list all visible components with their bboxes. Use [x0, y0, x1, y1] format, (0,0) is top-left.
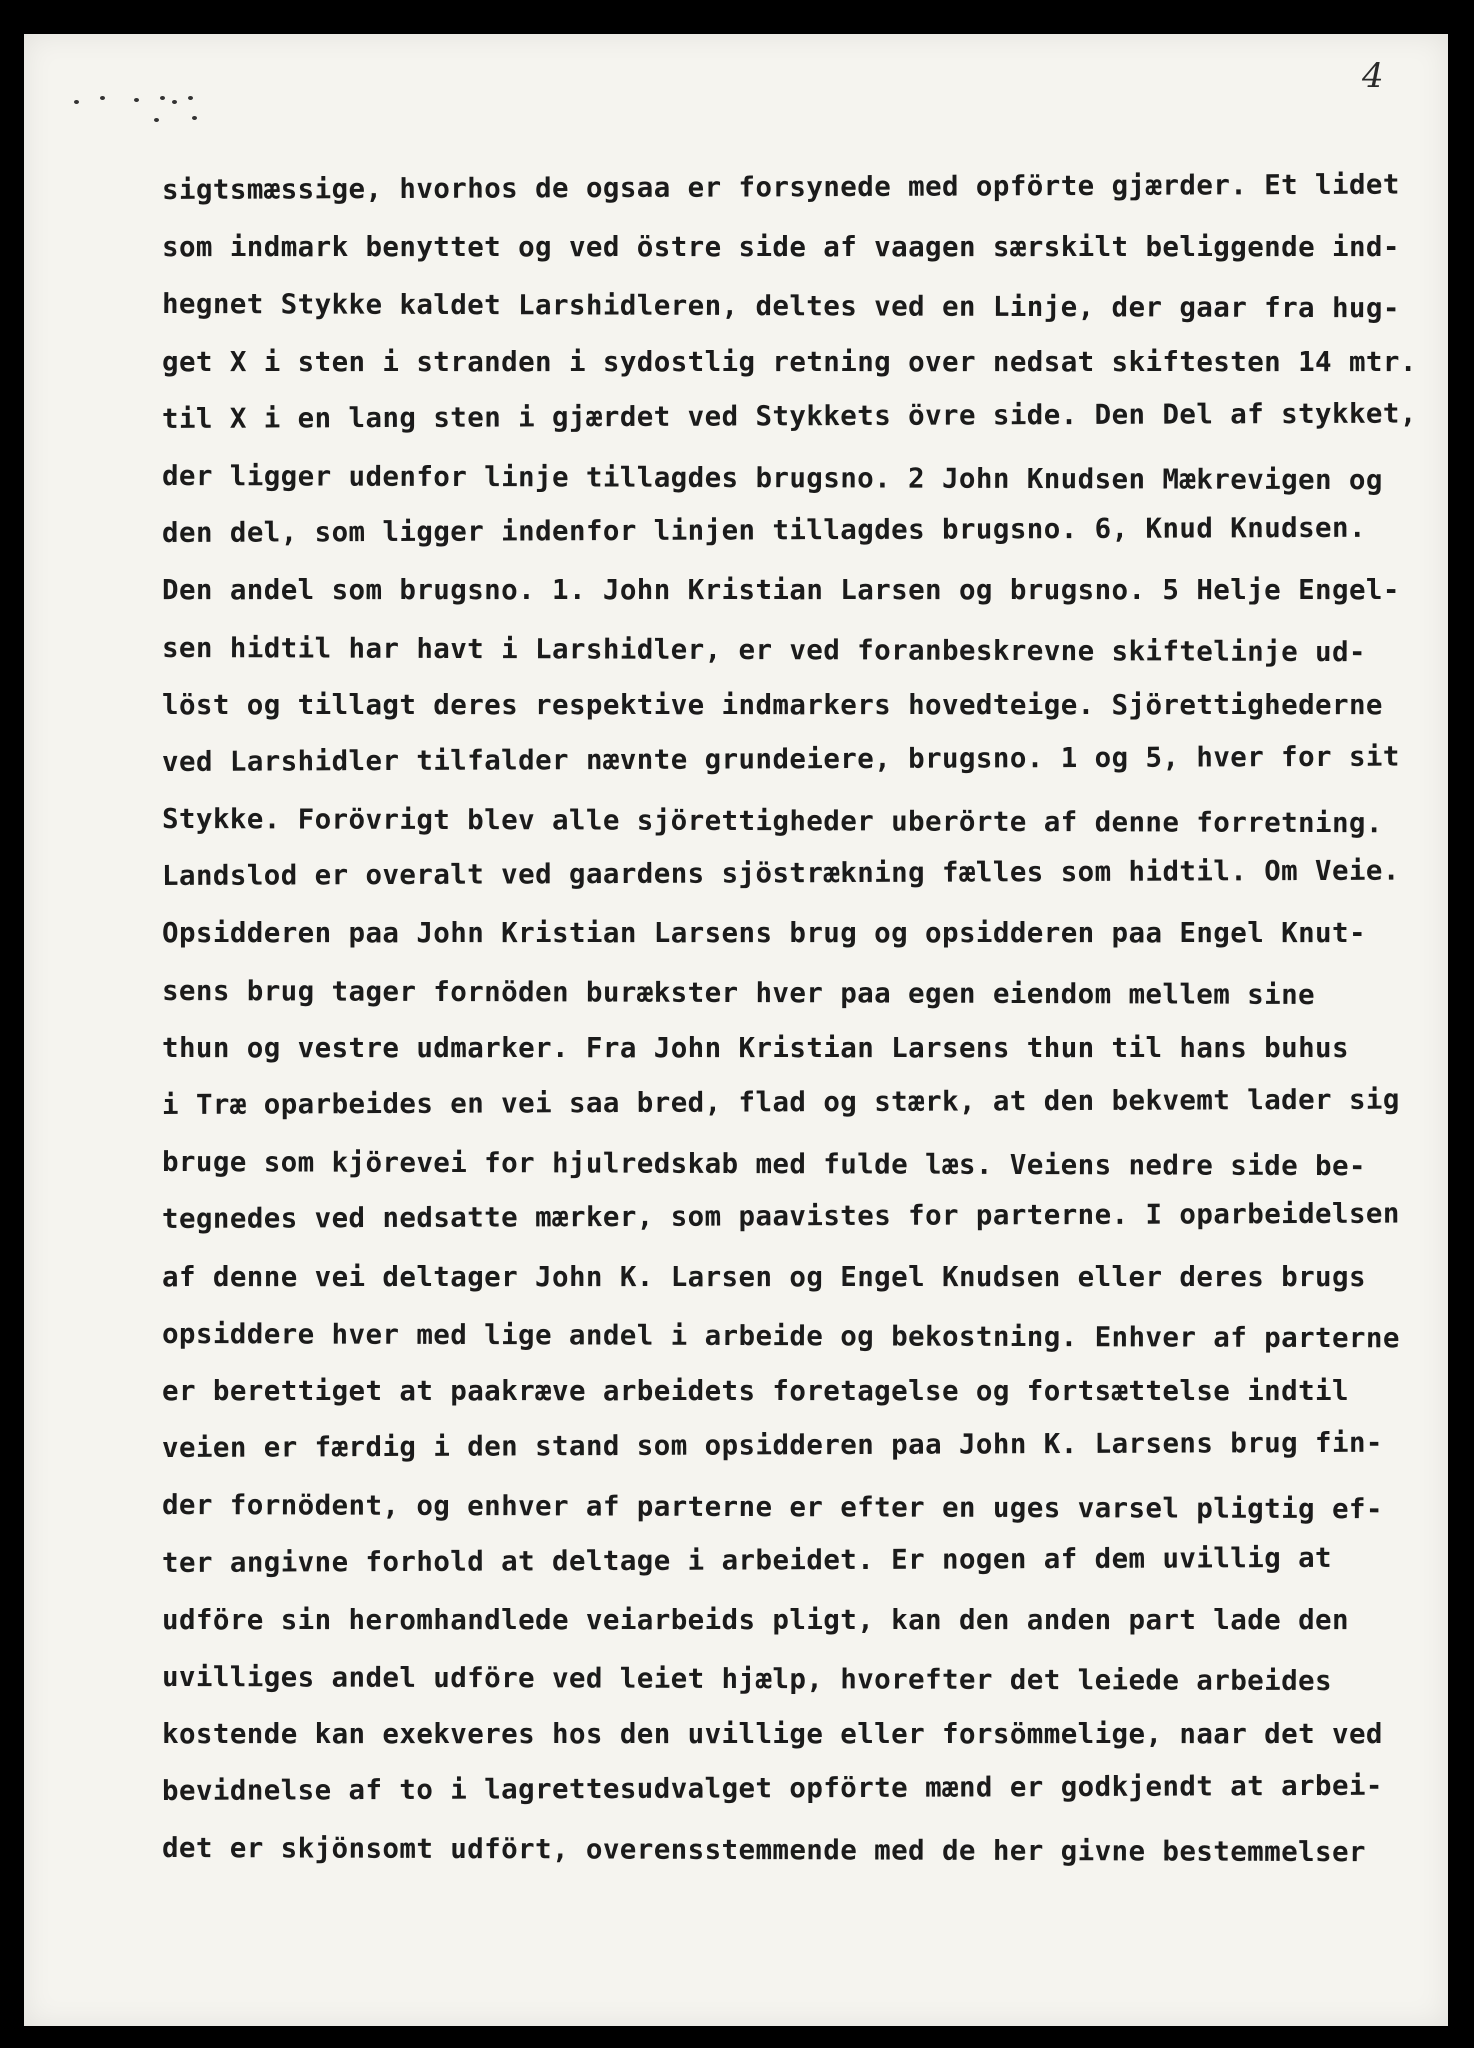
text-line: sigtsmæssige, hvorhos de ogsaa er forsynede med opförte gjærder. Et lidet [161, 168, 1400, 206]
text-line: Landslod er overalt ved gaardens sjöstrækning fælles som hidtil. Om Veie. [161, 854, 1400, 893]
text-line: Opsidderen paa John Kristian Larsens brug og opsidderen paa Engel Knut- [162, 917, 1366, 950]
text-line: get X i sten i stranden i sydostlig retning over nedsat skiftesten 14 mtr. [162, 345, 1417, 378]
text-line: Den andel som brugsno. 1. John Kristian Larsen og brugsno. 5 Helje Engel- [162, 574, 1400, 607]
text-line: der ligger udenfor linje tillagdes brugsno. 2 John Knudsen Mækrevigen og [161, 459, 1383, 497]
text-line: er berettiget at paakræve arbeidets foretagelse og fortsættelse indtil [162, 1374, 1349, 1407]
text-line: bruge som kjörevei for hjulredskab med fulde læs. Veiens nedre side be- [161, 1146, 1366, 1183]
text-line: som indmark benyttet og ved östre side af vaagen særskilt beliggende ind- [162, 231, 1400, 264]
text-line: bevidnelse af to i lagrettesudvalget opförte mænd er godkjendt at arbei- [161, 1769, 1383, 1808]
typed-text-body [162, 162, 1452, 1878]
text-line: den del, som ligger indenfor linjen tillagdes brugsno. 6, Knud Knudsen. [161, 511, 1366, 550]
text-line: det er skjönsomt udfört, overensstemmende med de her givne bestemmelser [161, 1832, 1366, 1869]
text-line: uvilliges andel udföre ved leiet hjælp, hvorefter det leiede arbeides [161, 1660, 1333, 1697]
text-line: der fornödent, og enhver af parterne er efter en uges varsel pligtig ef- [161, 1489, 1383, 1526]
text-line: til X i en lang sten i gjærdet ved Stykkets övre side. Den Del af stykket, [161, 397, 1417, 435]
text-line: af denne vei deltager John K. Larsen og Engel Knudsen eller deres brugs [162, 1260, 1366, 1293]
text-line: ter angivne forhold at deltage i arbeidet. Er nogen af dem uvillig at [161, 1541, 1333, 1579]
text-line: tegnedes ved nedsatte mærker, som paavistes for parterne. I oparbeidelsen [161, 1197, 1400, 1236]
text-line: veien er færdig i den stand som opsidderen paa John K. Larsens brug fin- [161, 1426, 1383, 1465]
page-number: 4 [1362, 56, 1384, 96]
text-line: thun og vestre udmarker. Fra John Kristian Larsens thun til hans buhus [162, 1031, 1349, 1064]
text-line: hegnet Stykke kaldet Larshidleren, deltes ved en Linje, der gaar fra hug- [161, 288, 1400, 325]
text-line: sens brug tager fornöden burækster hver paa egen eiendom mellem sine [161, 974, 1316, 1011]
ink-specks-decoration [64, 60, 244, 120]
text-line: i Træ oparbeides en vei saa bred, flad og stærk, at den bekvemt lader sig [161, 1083, 1400, 1121]
text-line: opsiddere hver med lige andel i arbeide og bekostning. Enhver af parterne [161, 1317, 1400, 1355]
text-line: kostende kan exekveres hos den uvillige eller forsömmelige, naar det ved [162, 1718, 1383, 1751]
text-line: ved Larshidler tilfalder nævnte grundeiere, brugsno. 1 og 5, hver for sit [161, 740, 1400, 778]
text-line: udföre sin heromhandlede veiarbeids pligt, kan den anden part lade den [162, 1603, 1349, 1636]
text-line: sen hidtil har havt i Larshidler, er ved foranbeskrevne skiftelinje ud- [161, 631, 1366, 668]
text-line: Stykke. Forövrigt blev alle sjörettigheder uberörte af denne forretning. [161, 803, 1383, 840]
text-line: löst og tillagt deres respektive indmarkers hovedteige. Sjörettighederne [162, 688, 1383, 721]
